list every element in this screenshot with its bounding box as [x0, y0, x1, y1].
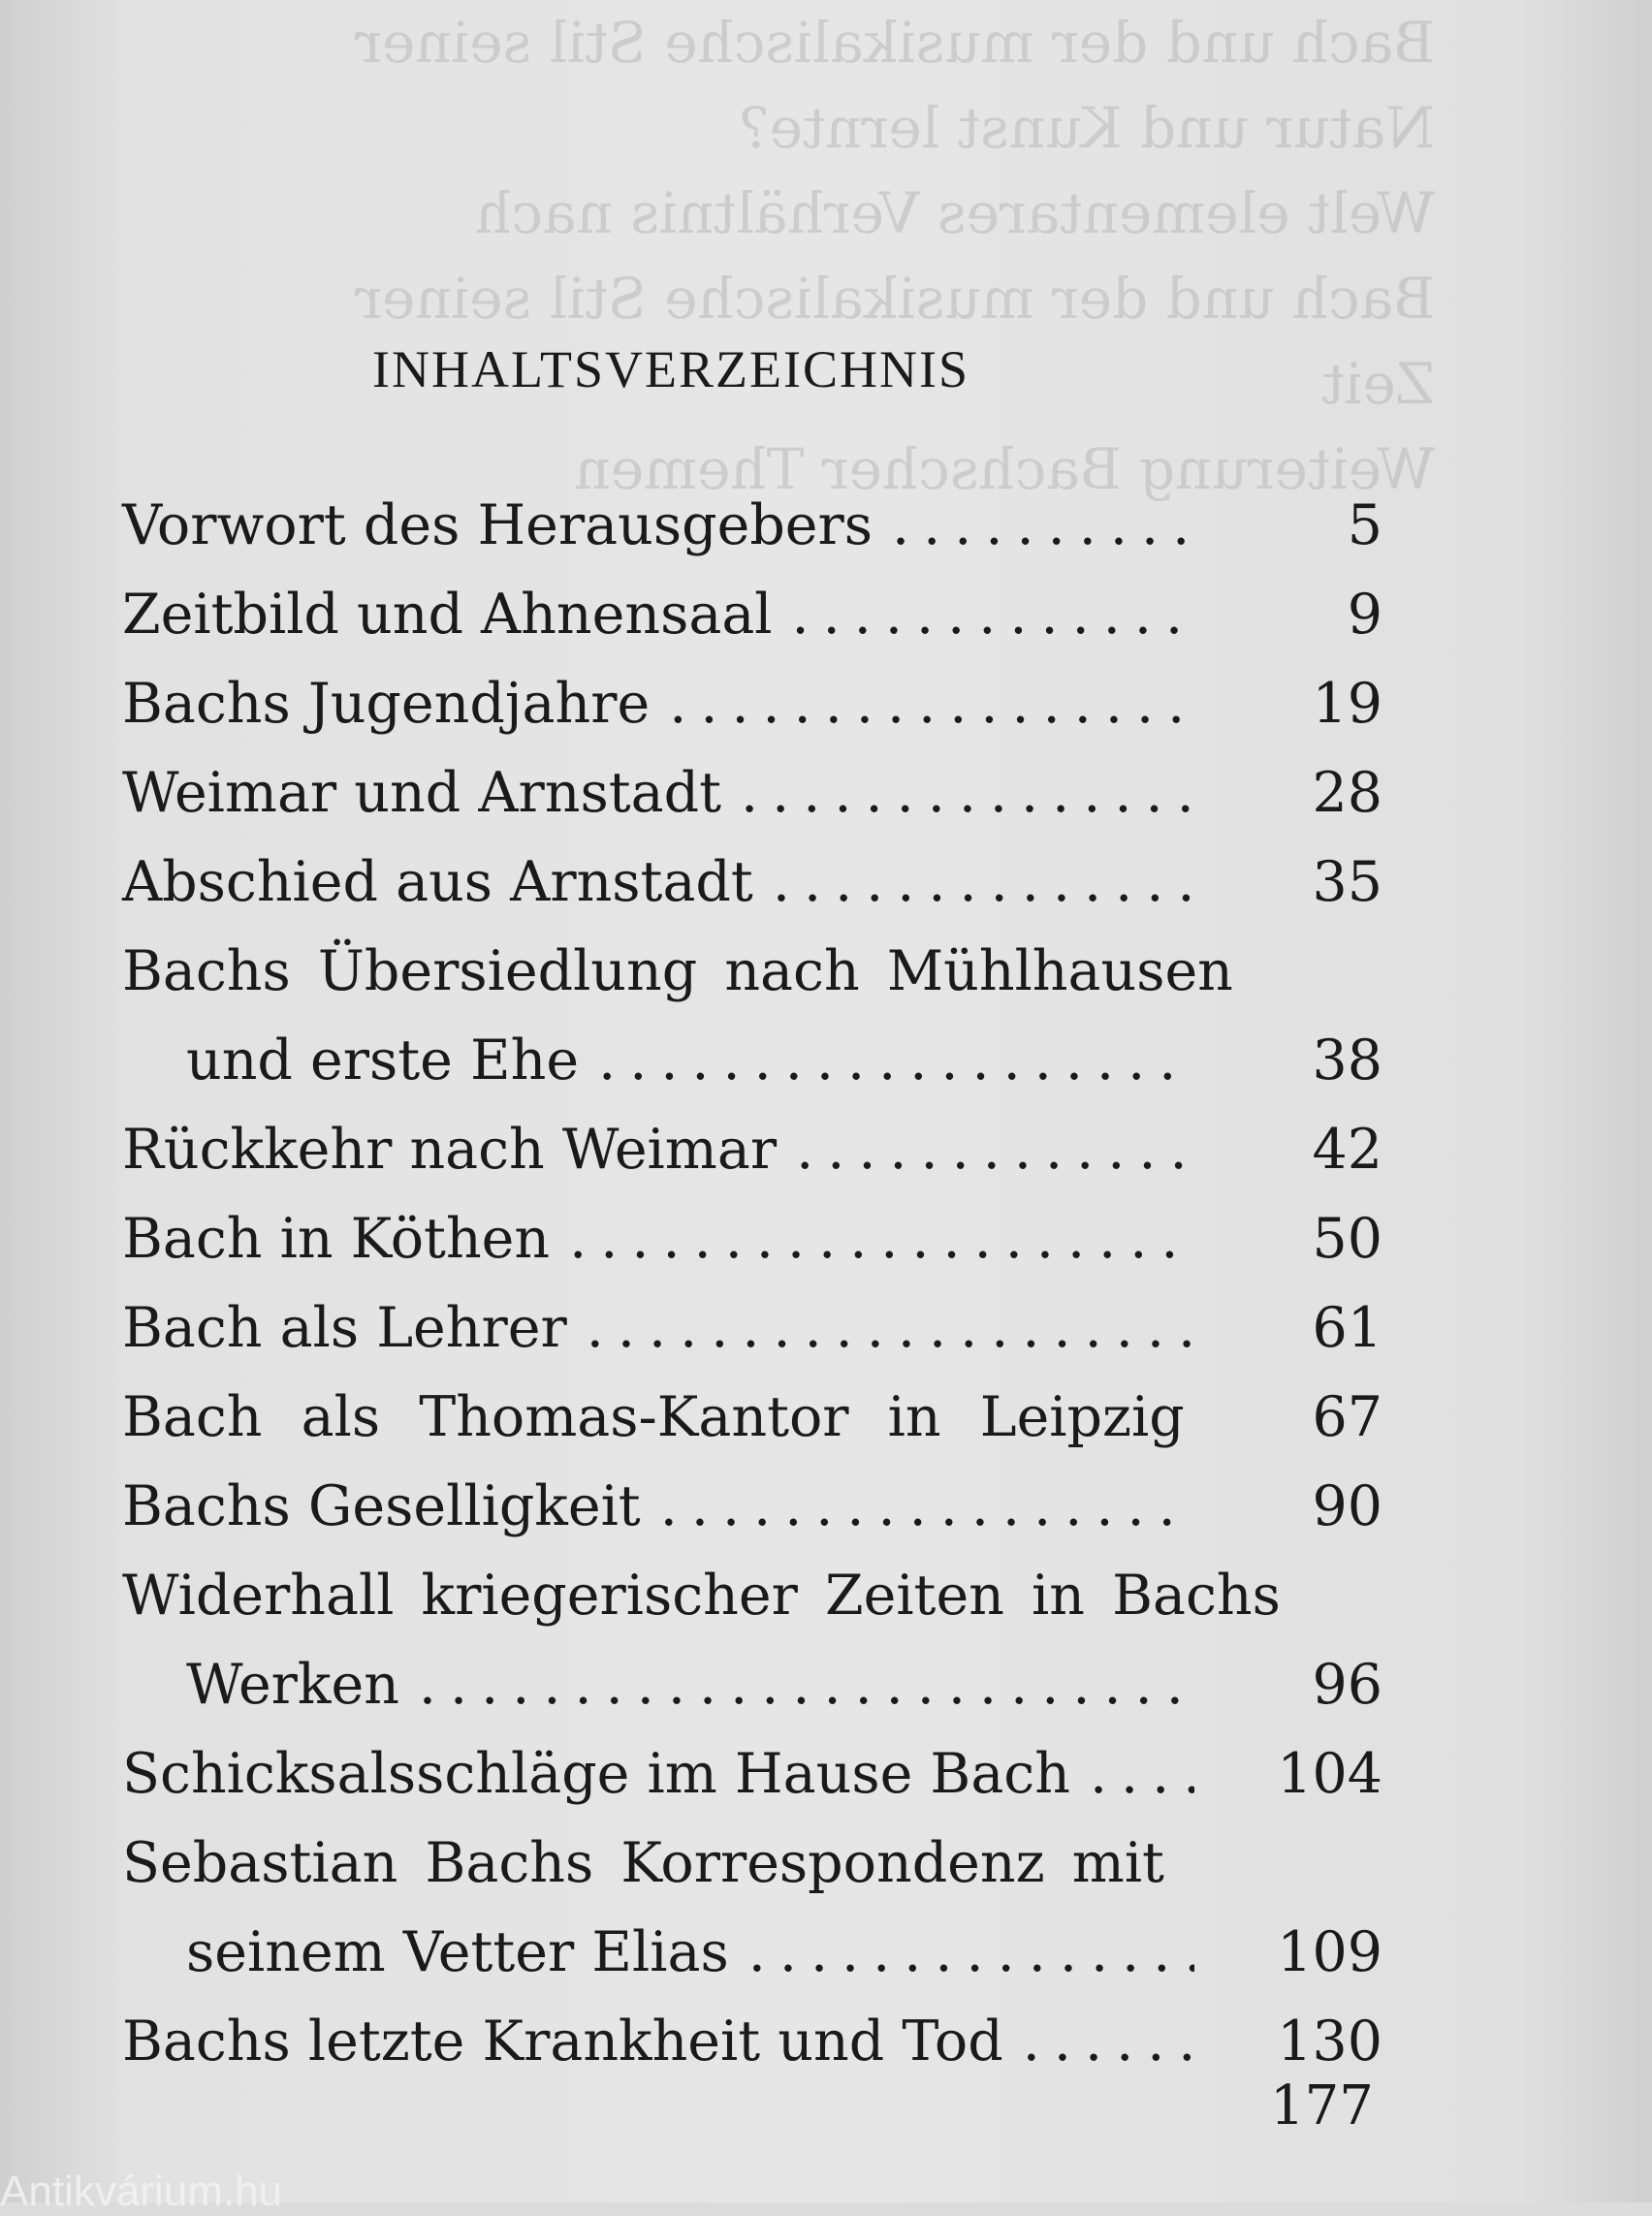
toc-entry-line	[122, 1105, 1382, 1194]
toc-entry-title: Abschied aus Arnstadt	[122, 850, 753, 914]
toc-entry-title: Bachs Geselligkeit	[122, 1474, 641, 1538]
toc-entry-line	[122, 838, 1382, 927]
toc-entry-line	[122, 927, 1382, 1016]
dot-leader	[587, 1283, 1194, 1373]
toc-entry-title: Werken	[186, 1653, 399, 1717]
toc-entry-line	[122, 659, 1382, 748]
toc-entry	[122, 1105, 1382, 1194]
toc-entry	[122, 927, 1382, 1105]
toc-entry-line	[122, 1194, 1382, 1283]
toc-entry-title: und erste Ehe	[186, 1029, 580, 1092]
toc-entry-title: Bach in Köthen	[122, 1207, 551, 1271]
toc-entry	[122, 481, 1382, 570]
toc-entry	[122, 1194, 1382, 1283]
toc-entry-title: Schicksalsschläge im Hause Bach	[122, 1742, 1070, 1806]
toc-entry	[122, 1551, 1382, 1729]
dot-leader	[598, 1016, 1194, 1105]
toc-entry	[122, 570, 1382, 659]
toc-entry-line	[122, 1729, 1382, 1819]
dot-leader	[792, 570, 1194, 659]
toc-page-number: 5	[1347, 493, 1382, 557]
toc-entry	[122, 1462, 1382, 1551]
toc-page-number: 38	[1312, 1029, 1382, 1092]
toc-entry	[122, 1997, 1382, 2086]
toc-entry-line	[122, 481, 1382, 570]
toc-page-number: 104	[1277, 1742, 1382, 1806]
dot-leader	[796, 1105, 1194, 1194]
toc-entry-title: Bach als Lehrer	[122, 1296, 567, 1360]
toc-entry	[122, 838, 1382, 927]
table-of-contents	[122, 481, 1382, 2086]
toc-entry-title: Bachs Übersiedlung nach Mühlhausen	[122, 939, 1233, 1003]
toc-entry-title: Zeitbild und Ahnensaal	[122, 583, 773, 647]
toc-entry	[122, 1283, 1382, 1373]
toc-entry-title: Sebastian Bachs Korrespondenz mit	[122, 1831, 1164, 1895]
toc-entry-title: seinem Vetter Elias	[186, 1920, 729, 1984]
toc-entry-title: Vorwort des Herausgebers	[122, 493, 874, 557]
dot-leader	[660, 1462, 1194, 1551]
toc-entry	[122, 748, 1382, 838]
toc-page-number: 96	[1312, 1653, 1382, 1717]
toc-entry-line	[122, 1283, 1382, 1373]
toc-entry-line	[122, 1551, 1382, 1640]
dot-leader	[419, 1640, 1194, 1729]
toc-page-number: 130	[1277, 2010, 1382, 2074]
toc-entry-title: Bach als Thomas-Kantor in Leipzig	[122, 1385, 1185, 1449]
toc-page-number: 9	[1347, 583, 1382, 647]
toc-entry	[122, 1819, 1382, 1997]
toc-entry-title: Bachs Jugendjahre	[122, 672, 651, 736]
dot-leader	[773, 838, 1194, 927]
dot-leader	[741, 748, 1194, 838]
toc-page-number: 50	[1312, 1207, 1382, 1271]
dot-leader	[892, 481, 1194, 570]
toc-entry-title: Widerhall kriegerischer Zeiten in Bachs	[122, 1564, 1281, 1628]
toc-entry-line	[122, 570, 1382, 659]
dot-leader	[748, 1908, 1194, 1997]
toc-page-number: 42	[1312, 1118, 1382, 1182]
toc-entry	[122, 659, 1382, 748]
show-through-text: Bach und der musikalische Stil seiner Natur und Kunst lernte? Welt elementares Verhältnis nach Bach und der musikalische Stil seiner Zeit Weiterung Bachscher Themen	[355, 10, 1435, 502]
dot-leader	[569, 1194, 1194, 1283]
toc-entry-title: Rückkehr nach Weimar	[122, 1118, 778, 1182]
page-title: INHALTSVERZEICHNIS	[372, 340, 969, 398]
toc-entry	[122, 1729, 1382, 1819]
toc-page-number: 28	[1312, 761, 1382, 825]
toc-entry-line	[122, 1819, 1382, 1908]
toc-page-number: 67	[1312, 1385, 1382, 1449]
toc-entry-line	[122, 1908, 1382, 1997]
toc-entry	[122, 1373, 1382, 1462]
dot-leader	[1090, 1729, 1194, 1819]
toc-page-number: 61	[1312, 1296, 1382, 1360]
toc-entry-line	[122, 1640, 1382, 1729]
toc-entry-title: Weimar und Arnstadt	[122, 761, 721, 825]
toc-page-number: 109	[1277, 1920, 1382, 1984]
toc-entry-line	[122, 1997, 1382, 2086]
dot-leader	[1023, 1997, 1194, 2086]
toc-entry-line	[122, 1373, 1382, 1462]
toc-entry-line	[122, 1016, 1382, 1105]
page-number: 177	[1270, 2074, 1374, 2137]
toc-page-number: 90	[1312, 1474, 1382, 1538]
watermark: Antikvárium.hu	[0, 2168, 283, 2215]
toc-entry-line	[122, 1462, 1382, 1551]
toc-entry-line	[122, 748, 1382, 838]
toc-page-number: 19	[1312, 672, 1382, 736]
dot-leader	[669, 659, 1194, 748]
toc-page-number: 35	[1312, 850, 1382, 914]
toc-entry-title: Bachs letzte Krankheit und Tod	[122, 2010, 1003, 2074]
